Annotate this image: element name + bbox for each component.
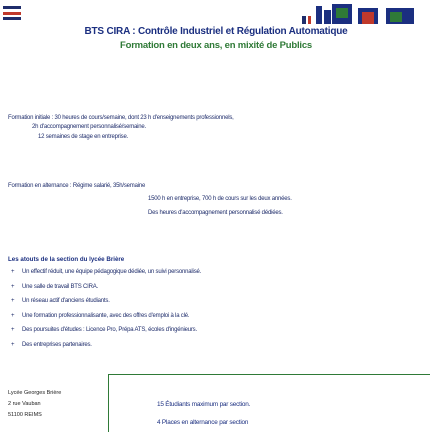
formation-alternance-line-1: Formation en alternance : Régime salarié, 35h/semaine xyxy=(8,183,146,189)
page-subtitle: Formation en deux ans, en mixité de Publics xyxy=(119,40,312,51)
bullet-icon: + xyxy=(11,341,15,348)
list-item xyxy=(8,269,428,284)
formation-initiale-line-1: Formation initiale : 30 heures de cours/semaine, dont 23 h d'enseignements professionnels, xyxy=(8,115,234,121)
formation-alternance-line-2: 1500 h en entreprise, 700 h de cours sur les deux années. xyxy=(148,196,292,203)
capacity-line-1: 15 Étudiants maximum par section. xyxy=(157,401,251,408)
atouts-section xyxy=(8,256,428,356)
formation-initiale-line-3: 12 semaines de stage en entreprise. xyxy=(38,133,129,140)
capacity-line-2: 4 Places en alternance par section xyxy=(157,419,249,426)
bullet-icon: + xyxy=(11,327,15,333)
list-item xyxy=(8,284,428,299)
list-item xyxy=(8,342,428,357)
formation-initiale-line-2: 2h d'accompagnement personnalisé/semaine. xyxy=(32,124,147,131)
bullet-icon: + xyxy=(11,269,15,275)
bullet-icon: + xyxy=(11,312,15,319)
list-item-text: Une salle de travail BTS CIRA. xyxy=(22,283,99,290)
list-item-text: Un effectif réduit, une équipe pédagogique dédiée, un suivi personnalisé. xyxy=(22,269,202,275)
atouts-list xyxy=(8,269,428,356)
list-item-text: Des poursuites d'études : Licence Pro, Prépa ATS, écoles d'ingénieurs. xyxy=(22,327,197,333)
address-line-3: 51100 REIMS xyxy=(8,412,42,418)
page-title: BTS CIRA : Contrôle Industriel et Régulation Automatique xyxy=(84,26,348,37)
list-item-text: Un réseau actif d'anciens étudiants. xyxy=(22,298,110,304)
list-item-text: Une formation professionnalisante, avec des offres d'emploi à la clé. xyxy=(22,312,190,319)
bullet-icon: + xyxy=(11,283,15,290)
list-item xyxy=(8,313,428,328)
page-header xyxy=(0,26,432,51)
list-item-text: Des entreprises partenaires. xyxy=(22,341,92,348)
formation-alternance-section xyxy=(8,182,408,218)
address-line-1: Lycée Georges Brière xyxy=(8,390,62,396)
list-item xyxy=(8,327,428,342)
school-logo xyxy=(302,2,424,28)
address-line-2: 2 rue Vauban xyxy=(8,401,41,407)
formation-initiale-section xyxy=(8,114,408,142)
capacity-box xyxy=(108,374,430,432)
formation-alternance-line-3: Des heures d'accompagnement personnalisé dédiées. xyxy=(148,209,283,216)
bullet-icon: + xyxy=(11,298,15,304)
school-address xyxy=(8,388,88,421)
atouts-heading: Les atouts de la section du lycée Brière xyxy=(8,256,125,263)
french-flag-icon xyxy=(3,6,21,20)
list-item xyxy=(8,298,428,313)
